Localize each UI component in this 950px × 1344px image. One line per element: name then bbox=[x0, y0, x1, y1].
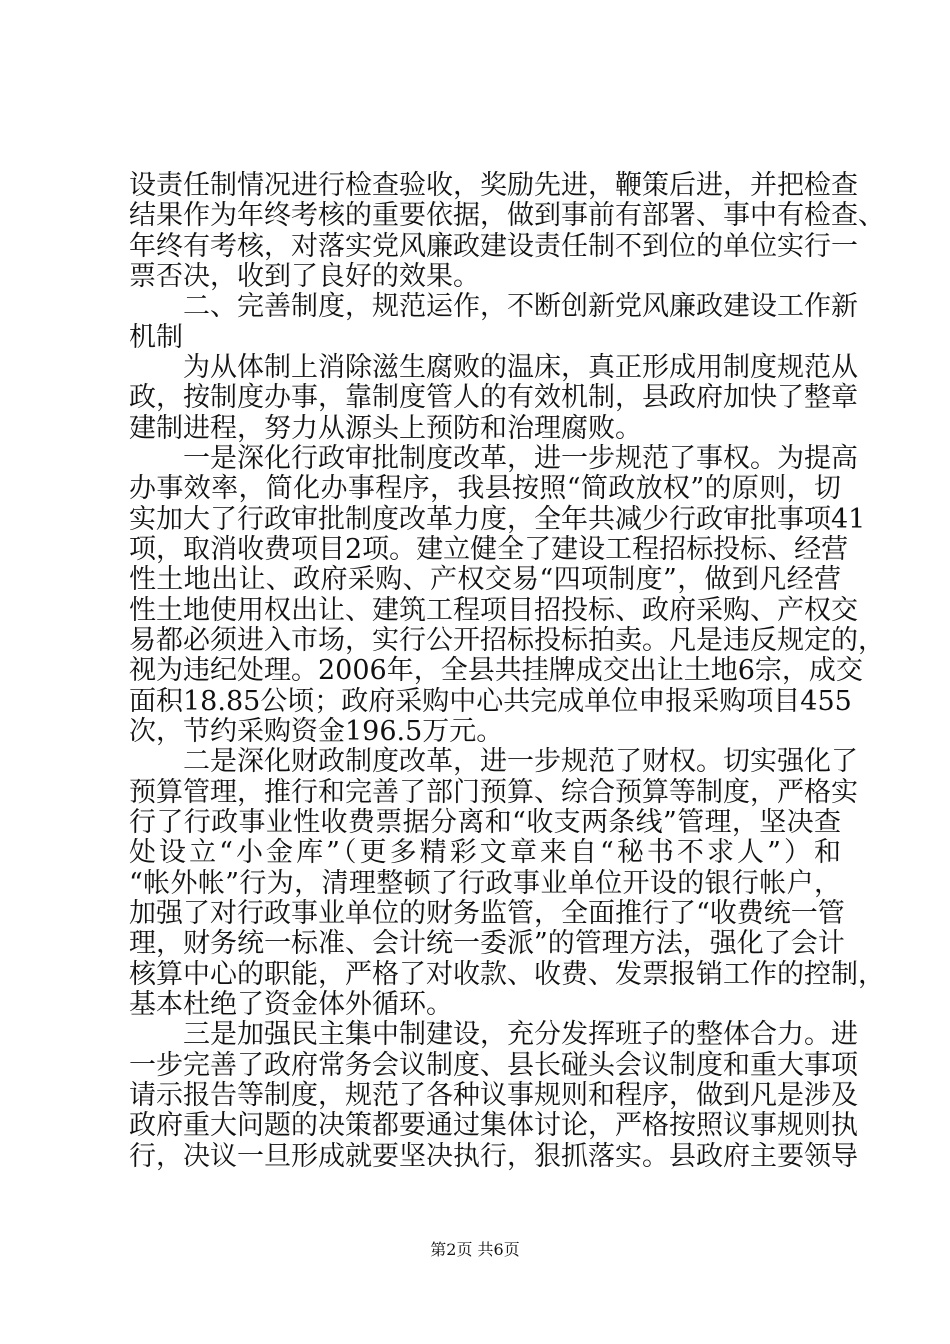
body-line: 核算中心的职能，严格了对收款、收费、发票报销工作的控制， bbox=[129, 959, 885, 990]
body-line: 请示报告等制度，规范了各种议事规则和程序，做到凡是涉及 bbox=[129, 1080, 858, 1111]
body-line: 办事效率，简化办事程序，我县按照“简政放权”的原则，切 bbox=[129, 473, 841, 504]
body-line: 设责任制情况进行检查验收，奖励先进，鞭策后进，并把检查 bbox=[129, 170, 858, 201]
body-line: 建制进程，努力从源头上预防和治理腐败。 bbox=[129, 413, 642, 444]
body-line: 行了行政事业性收费票据分离和“收支两条线”管理，坚决查 bbox=[129, 807, 841, 838]
body-line: 预算管理，推行和完善了部门预算、综合预算等制度，严格实 bbox=[129, 777, 858, 808]
body-line: 政府重大问题的决策都要通过集体讨论，严格按照议事规则执 bbox=[129, 1110, 858, 1141]
body-line: 基本杜绝了资金体外循环。 bbox=[129, 989, 453, 1020]
body-line: 一是深化行政审批制度改革，进一步规范了事权。为提高 bbox=[129, 443, 858, 474]
body-line: 面积18.85公顷；政府采购中心共完成单位申报采购项目455 bbox=[129, 686, 852, 717]
body-line: “帐外帐”行为，清理整顿了行政事业单位开设的银行帐户， bbox=[129, 868, 841, 899]
section-heading: 机制 bbox=[129, 322, 183, 353]
body-line: 项，取消收费项目2项。建立健全了建设工程招标投标、经营 bbox=[129, 534, 849, 565]
body-line: 政，按制度办事，靠制度管人的有效机制，县政府加快了整章 bbox=[129, 382, 858, 413]
body-line: 一步完善了政府常务会议制度、县长碰头会议制度和重大事项 bbox=[129, 1050, 858, 1081]
body-line: 结果作为年终考核的重要依据，做到事前有部署、事中有检查、 bbox=[129, 200, 885, 231]
page-number-footer: 第2页 共6页 bbox=[430, 1240, 520, 1259]
body-line: 加强了对行政事业单位的财务监管，全面推行了“收费统一管 bbox=[129, 898, 845, 929]
body-line: 实加大了行政审批制度改革力度，全年共减少行政审批事项41 bbox=[129, 504, 866, 535]
body-line: 性土地出让、政府采购、产权交易“四项制度”，做到凡经营 bbox=[129, 564, 841, 595]
body-line: 为从体制上消除滋生腐败的温床，真正形成用制度规范从 bbox=[129, 352, 858, 383]
body-line: 性土地使用权出让、建筑工程项目招投标、政府采购、产权交 bbox=[129, 595, 858, 626]
body-line: 视为违纪处理。2006年，全县共挂牌成交出让土地6宗，成交 bbox=[129, 655, 863, 686]
body-line: 处设立“小金库”（更多精彩文章来自“秘书不求人”）和 bbox=[129, 837, 841, 868]
body-line: 三是加强民主集中制建设，充分发挥班子的整体合力。进 bbox=[129, 1019, 858, 1050]
body-line: 行，决议一旦形成就要坚决执行，狠抓落实。县政府主要领导 bbox=[129, 1141, 858, 1172]
body-line: 易都必须进入市场，实行公开招标投标拍卖。凡是违反规定的， bbox=[129, 625, 885, 656]
body-line: 二是深化财政制度改革，进一步规范了财权。切实强化了 bbox=[129, 746, 858, 777]
body-line: 票否决，收到了良好的效果。 bbox=[129, 261, 480, 292]
body-line: 理，财务统一标准、会计统一委派”的管理方法，强化了会计 bbox=[129, 928, 845, 959]
section-heading: 二、完善制度，规范运作，不断创新党风廉政建设工作新 bbox=[129, 291, 858, 322]
body-line: 次，节约采购资金196.5万元。 bbox=[129, 716, 504, 747]
body-line: 年终有考核，对落实党风廉政建设责任制不到位的单位实行一 bbox=[129, 231, 858, 262]
